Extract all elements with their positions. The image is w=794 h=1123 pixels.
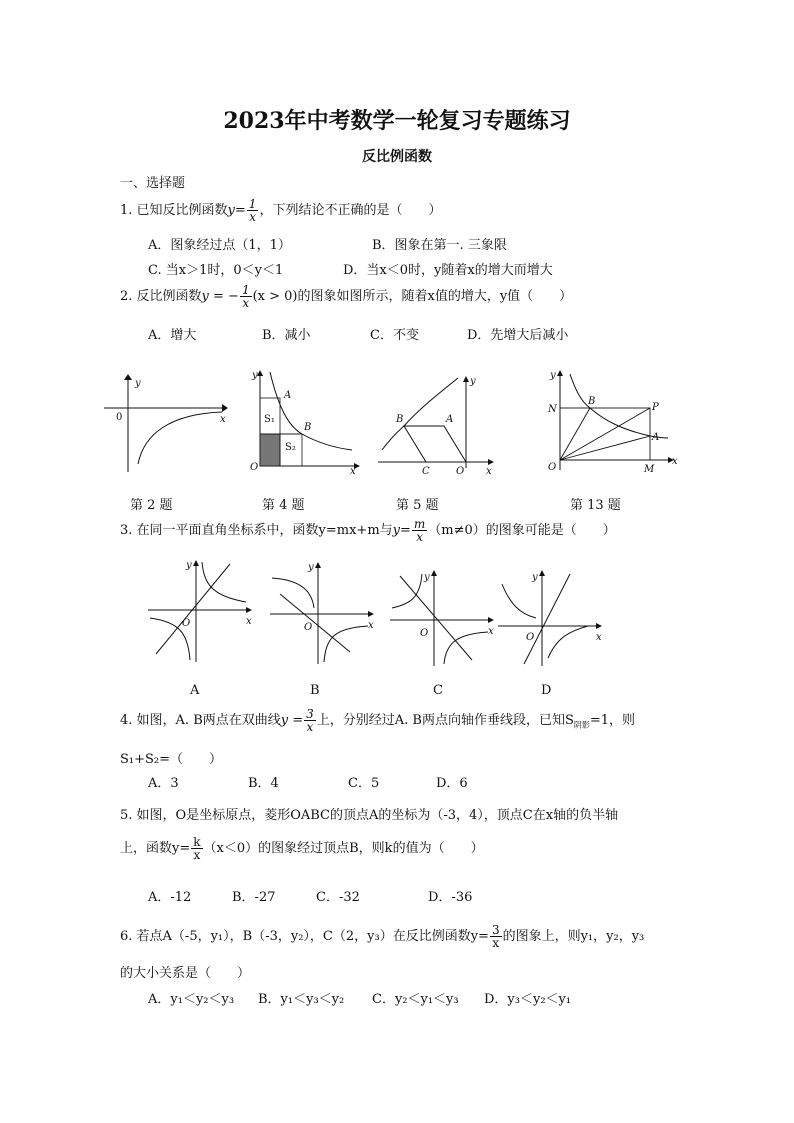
- svg-text:y: y: [550, 370, 556, 381]
- figure-q5: [374, 372, 504, 477]
- q2-option-c: C．不变: [370, 328, 419, 343]
- figure-q4: [240, 366, 370, 476]
- q4-option-b: B．4: [248, 776, 279, 791]
- question-4: 4. 如图，A. B两点在双曲线y = $\frac{3}{x}$ 上，分别经过A. B两点向轴作垂线段，已知$S_{阴影}=1$，则: [120, 707, 636, 734]
- figure-q2: [100, 372, 230, 477]
- svg-text:O: O: [304, 622, 313, 633]
- question-4-line2: S₁+S₂=（ ）: [120, 752, 223, 767]
- q3-graph-c: [388, 568, 500, 668]
- q1-option-b: B．图象在第一. 三象限: [372, 238, 507, 253]
- question-5-line2: 上，函数y= $\frac{k}{x}$ （x＜0）的图象经过顶点B，则k的值为（ ）: [120, 835, 484, 862]
- q6-option-b: B．y₁＜y₃＜y₂: [258, 992, 345, 1007]
- q2-option-d: D．先增大后减小: [467, 328, 569, 343]
- caption-q5: 第 5 题: [396, 498, 439, 513]
- fraction: $\frac{m}{x}$: [413, 517, 426, 544]
- fraction: $\frac{3}{x}$: [306, 707, 314, 734]
- section-heading: 一、选择题: [120, 176, 186, 191]
- svg-text:B: B: [588, 396, 596, 407]
- fraction: $\frac{1}{x}$: [241, 283, 250, 310]
- svg-text:S₁: S₁: [264, 414, 275, 425]
- q5-option-b: B．-27: [232, 890, 276, 905]
- q4-option-a: A．3: [148, 776, 179, 791]
- question-6-line2: 的大小关系是（ ）: [120, 966, 251, 981]
- q1-option-c: C. 当x＞1时，0＜y＜1: [148, 263, 284, 278]
- q3-option-a: A: [190, 683, 200, 698]
- svg-text:y: y: [532, 572, 538, 583]
- svg-text:S₂: S₂: [285, 442, 296, 453]
- q4-option-c: C．5: [348, 776, 380, 791]
- svg-text:x: x: [368, 620, 374, 631]
- q3-graph-a: [146, 556, 258, 666]
- fraction: $\frac{k}{x}$: [193, 835, 201, 862]
- caption-q4: 第 4 题: [262, 498, 305, 513]
- svg-text:A: A: [652, 432, 660, 443]
- x-axis-label: x: [220, 414, 226, 425]
- q6-option-c: C．y₂＜y₁＜y₃: [372, 992, 459, 1007]
- y-axis-label: y: [135, 378, 141, 389]
- q3-option-d: D: [541, 683, 552, 698]
- q2-option-b: B．减小: [262, 328, 311, 343]
- svg-text:O: O: [182, 618, 191, 629]
- q4-option-d: D．6: [436, 776, 468, 791]
- svg-text:x: x: [488, 626, 494, 637]
- svg-text:y: y: [470, 376, 476, 387]
- svg-text:B: B: [304, 422, 312, 433]
- svg-text:N: N: [548, 404, 557, 415]
- fraction: $\frac{1}{x}$: [248, 197, 257, 224]
- q3-option-c: C: [433, 683, 443, 698]
- svg-text:x: x: [246, 616, 252, 627]
- question-5: 5. 如图，O是坐标原点，菱形OABC的顶点A的坐标为（-3，4），顶点C在x轴的负半轴: [120, 808, 619, 823]
- q3-graph-d: [496, 568, 608, 668]
- svg-text:x: x: [350, 466, 356, 477]
- question-2: 2. 反比例函数y = − $\frac{1}{x}$ (x > 0)的图象如图所示，随着x值的增大，y值（ ）: [120, 283, 573, 310]
- svg-text:B: B: [396, 414, 404, 425]
- question-6: 6. 若点A（-5，y₁），B（-3，y₂），C（2，y₃）在反比例函数y= $\frac{3}{x}$ 的图象上，则y₁，y₂，y₃: [120, 923, 645, 950]
- fraction: $\frac{3}{x}$: [491, 923, 500, 950]
- svg-text:O: O: [526, 632, 535, 643]
- svg-text:O: O: [250, 462, 259, 473]
- question-1: 1. 已知反比例函数y= $\frac{1}{x}$ ，下列结论不正确的是（ ）: [120, 197, 442, 224]
- svg-text:A: A: [446, 414, 454, 425]
- caption-q2: 第 2 题: [130, 498, 173, 513]
- page-subtitle: 反比例函数: [362, 149, 432, 165]
- q5-option-c: C．-32: [316, 890, 360, 905]
- svg-text:x: x: [596, 632, 602, 643]
- q6-option-a: A．y₁＜y₂＜y₃: [148, 992, 235, 1007]
- svg-text:y: y: [252, 370, 258, 381]
- svg-text:x: x: [672, 456, 678, 467]
- svg-text:P: P: [652, 402, 659, 413]
- svg-text:y: y: [308, 562, 314, 573]
- question-3: 3. 在同一平面直角坐标系中，函数y=mx+m与y= $\frac{m}{x}$ （m≠0）的图象可能是（ ）: [120, 517, 616, 544]
- svg-text:C: C: [422, 466, 430, 477]
- figure-q13: [540, 366, 680, 476]
- q5-option-a: A．-12: [148, 890, 192, 905]
- q3-option-b: B: [310, 683, 320, 698]
- caption-q13: 第 13 题: [570, 498, 621, 513]
- origin-label: 0: [116, 412, 123, 423]
- q6-option-d: D．y₃＜y₂＜y₁: [484, 992, 572, 1007]
- q1-option-d: D．当x＜0时，y随着x的增大而增大: [343, 263, 553, 278]
- q2-option-a: A．增大: [148, 328, 197, 343]
- svg-text:O: O: [456, 466, 465, 477]
- svg-text:x: x: [486, 466, 492, 477]
- svg-text:y: y: [424, 572, 430, 583]
- svg-text:O: O: [420, 628, 429, 639]
- page-title: 2023年中考数学一轮复习专题练习: [223, 108, 571, 134]
- svg-text:O: O: [548, 462, 557, 473]
- svg-text:A: A: [284, 390, 292, 401]
- q5-option-d: D．-36: [428, 890, 473, 905]
- q3-graph-b: [268, 558, 380, 668]
- q1-option-a: A．图象经过点（1，1）: [148, 238, 291, 253]
- svg-text:y: y: [186, 560, 192, 571]
- svg-text:M: M: [644, 464, 655, 475]
